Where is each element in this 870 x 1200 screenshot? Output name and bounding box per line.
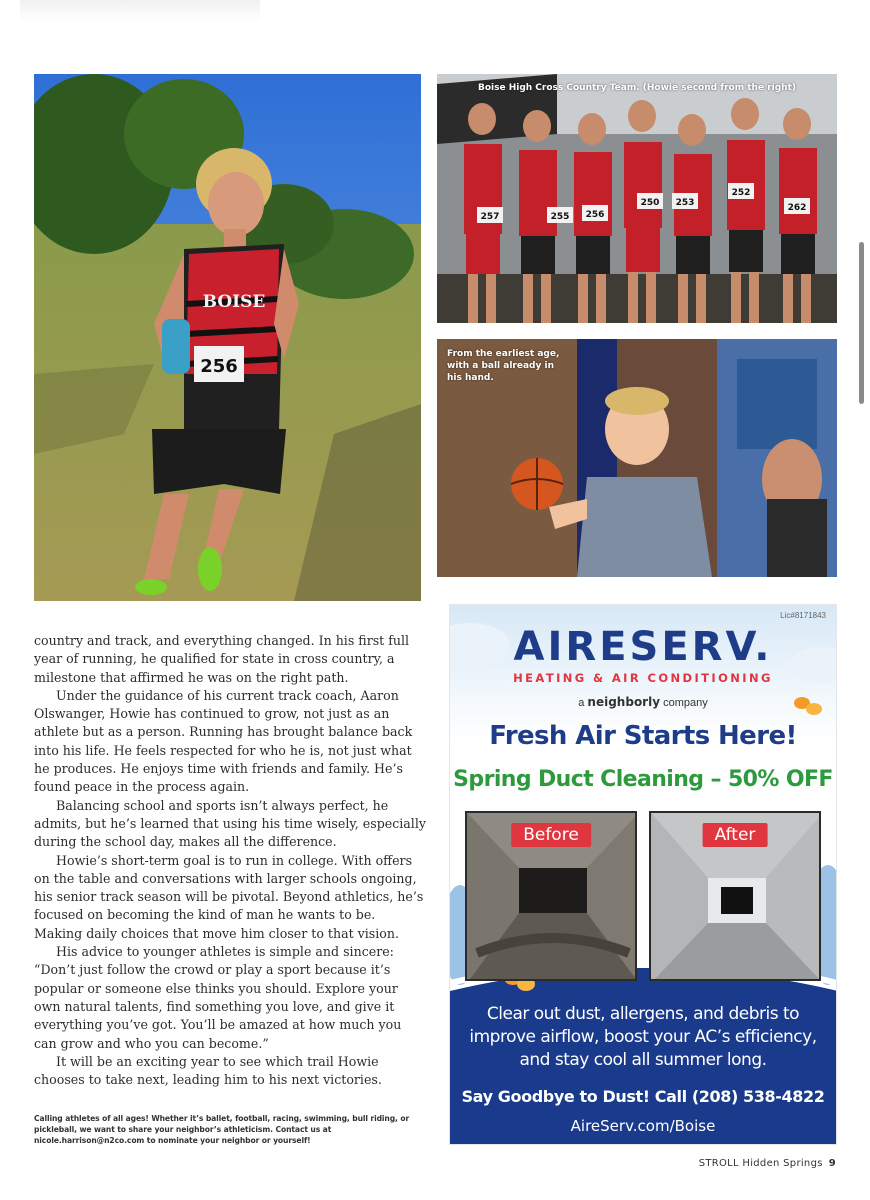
article-paragraph: Under the guidance of his current track coach, Aaron Olswanger, Howie has continued to grow, not just as an athlete but as a person. Running has brought balance back into his life. He feels respected for who he is, not just what he produces. He enjoys time with friends and family. He’s found peace in the process again. xyxy=(34,687,413,795)
article-paragraph: His advice to younger athletes is simple and sincere: “Don’t just follow the crowd or play a sport because it’s popular or someone else thinks you should. Explore your own natural talents, find something you love, and give it everything you’ve got. You’ll be amazed at how much you can grow and who you can become.” xyxy=(34,944,402,1051)
runner-photo xyxy=(34,74,421,601)
scrollbar-thumb[interactable] xyxy=(859,242,864,404)
article-paragraph: Balancing school and sports isn’t always perfect, he admits, but he’s learned that using his time wisely, especially during the school day, makes all the difference. xyxy=(34,797,426,850)
team-bib-2: 255 xyxy=(550,212,570,222)
ad-headline: Fresh Air Starts Here! xyxy=(489,721,797,751)
after-label: After xyxy=(703,823,768,847)
child-photo xyxy=(437,339,837,577)
team-bib-1: 257 xyxy=(480,212,500,222)
team-bib-5: 253 xyxy=(675,198,695,208)
team-bib-3: 256 xyxy=(585,210,605,220)
logo-wordmark: AIRESER xyxy=(513,624,726,670)
neighborly-brand: neighborly xyxy=(587,695,661,709)
article-paragraph: It will be an exciting year to see which trail Howie chooses to take next, leading him to his next victories. xyxy=(34,1053,382,1088)
article-paragraph: Howie’s short-term goal is to run in college. With offers on the table and conversations with larger schools ongoing, his senior track season will be pivotal. Beyond athletics, he’s focused on becoming the kind of man he wants to be. Making daily choices that move him closer to that vision. xyxy=(34,852,424,941)
child-photo-caption: From the earliest age, with a ball already in his hand. xyxy=(447,349,560,383)
team-bib-6: 252 xyxy=(731,188,751,198)
page-footer xyxy=(699,1158,836,1169)
article-body xyxy=(34,632,426,1089)
article-paragraph: country and track, and everything changed. In his first full year of running, he qualified for state in cross country, a milestone that affirmed he was on the right path. xyxy=(34,633,410,685)
page-number: 9 xyxy=(828,1158,836,1169)
ad-call-to-action[interactable]: Say Goodbye to Dust! Call (208) 538-4822 xyxy=(461,1087,825,1106)
runner-bib-number: 256 xyxy=(200,356,238,377)
page-edge-shadow xyxy=(20,0,260,22)
ad-offer: Spring Duct Cleaning – 50% OFF xyxy=(453,767,833,792)
after-duct-image xyxy=(649,811,821,981)
team-photo-caption: Boise High Cross Country Team. (Howie second from the right) xyxy=(477,83,796,93)
before-duct-image xyxy=(465,811,637,981)
before-label: Before xyxy=(511,823,591,847)
ad-website-link[interactable]: AireServ.com/Boise xyxy=(570,1117,716,1135)
team-bib-7: 262 xyxy=(787,203,807,213)
aireserv-advertisement[interactable] xyxy=(449,604,837,1145)
team-bib-4: 250 xyxy=(640,198,660,208)
license-number: Lic#8171843 xyxy=(780,611,826,620)
neighborly-tagline: a neighborly company xyxy=(578,695,708,709)
publication-name: STROLL Hidden Springs xyxy=(698,1158,823,1169)
logo-subtitle: HEATING & AIR CONDITIONING xyxy=(513,671,773,685)
athlete-nomination-callout: Calling athletes of all ages! Whether it’s ballet, football, racing, swimming, bull riding, or pickleball, we want to share your neighbor’s athleticism. Contact us at nicole.harrison@n2co.com to nominate your neighbor or yourself! xyxy=(34,1114,410,1145)
aireserv-logo xyxy=(450,625,836,669)
ad-body-text: Clear out dust, allergens, and debris to improve airflow, boost your AC’s efficiency, and stay cool all summer long. xyxy=(469,1004,817,1070)
logo-v: V. xyxy=(725,624,773,670)
team-photo xyxy=(437,74,837,323)
runner-jersey-text: BOISE xyxy=(202,292,266,312)
